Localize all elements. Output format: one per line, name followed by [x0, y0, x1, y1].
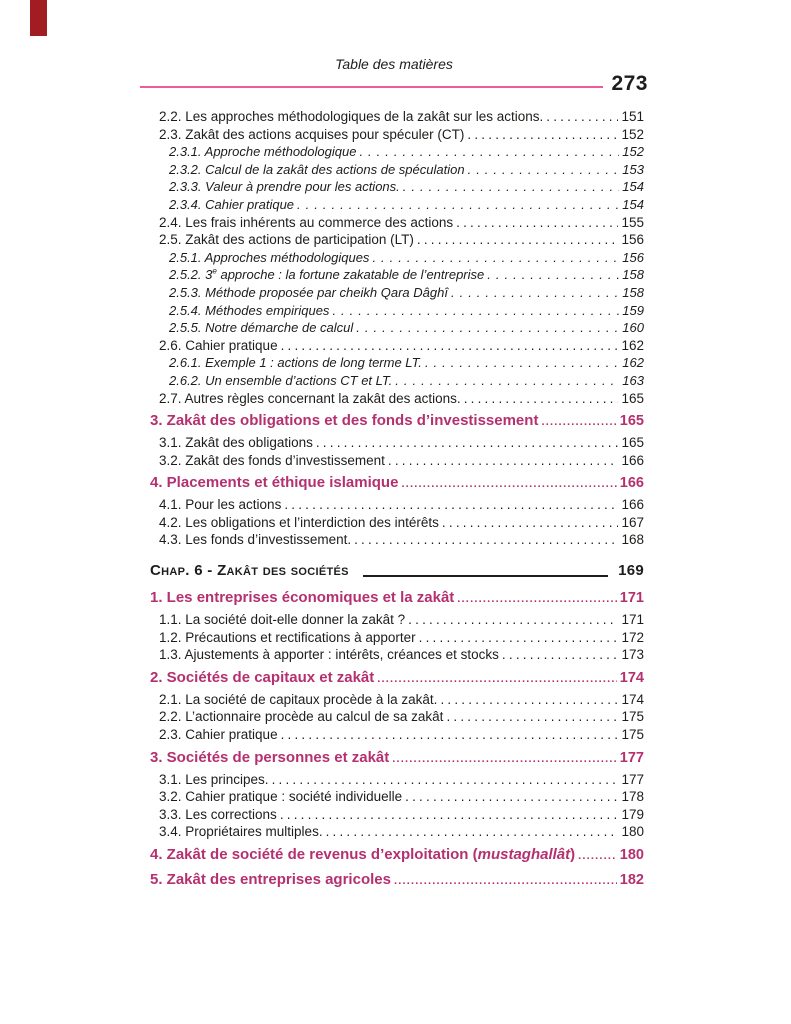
toc-entry-label: 1. Les entreprises économiques et la zakât: [150, 589, 455, 607]
toc-entry: [150, 496, 644, 514]
toc-entry-page: 162: [621, 337, 644, 353]
toc-entry: [150, 214, 644, 232]
toc-entry-label: 3.3. Les corrections: [159, 806, 277, 822]
toc-entry: [150, 629, 644, 647]
dot-leader: [467, 126, 618, 144]
toc-entry-page: 165: [619, 413, 644, 430]
toc-entry-page: 177: [619, 749, 644, 766]
dot-leader: [372, 249, 619, 267]
header-rule-row: [140, 73, 648, 94]
dot-leader: [403, 178, 620, 196]
toc-entry-label: 2.3. Cahier pratique: [159, 727, 278, 743]
toc-entry-page: 159: [622, 302, 644, 318]
toc-entry-page: 154: [622, 179, 644, 195]
dot-leader: [394, 870, 617, 891]
toc-entry-page: 179: [621, 806, 644, 822]
toc-entry-page: 175: [621, 727, 644, 743]
toc-entry-label: 3.1. Les principes.: [159, 771, 269, 787]
dot-leader: [363, 575, 608, 577]
toc-entry-page: 180: [621, 824, 644, 840]
toc-entry: [150, 845, 644, 866]
toc-entry: [150, 302, 644, 320]
toc-entry-page: 152: [621, 126, 644, 142]
table-of-contents: [150, 108, 644, 893]
toc-entry-label: 1.2. Précautions et rectifications à apporter: [159, 629, 416, 645]
dot-leader: [468, 161, 620, 179]
toc-entry-label: 4. Zakât de société de revenus d’exploitation (mustaghallât): [150, 846, 576, 863]
toc-entry-label: 2.3.1. Approche méthodologique: [169, 144, 357, 160]
dot-leader: [417, 231, 619, 249]
toc-entry-label: 4. Placements et éthique islamique: [150, 474, 399, 492]
toc-entry-page: 180: [619, 847, 644, 863]
toc-entry: [150, 452, 644, 470]
toc-entry-page: 171: [621, 612, 644, 628]
toc-entry: [150, 646, 644, 664]
toc-entry-page: 163: [622, 372, 644, 388]
toc-entry-page: 165: [621, 390, 644, 406]
toc-entry-label: 3.2. Cahier pratique : société individuelle: [159, 789, 403, 805]
toc-entry-label: 3. Sociétés de personnes et zakât: [150, 748, 390, 766]
toc-entry-label: 2.3. Zakât des actions acquises pour spéculer (CT): [159, 126, 465, 142]
dot-leader: [280, 806, 619, 824]
toc-entry: [150, 708, 644, 726]
dot-leader: [408, 611, 618, 629]
toc-entry-label: 2.5.3. Méthode proposée par cheikh Qara Dâghî: [169, 284, 448, 300]
toc-entry: [150, 668, 644, 689]
toc-entry-label: 3.1. Zakât des obligations: [159, 435, 313, 451]
toc-entry-label: Chap. 6 - Zakât des sociétés: [150, 562, 349, 580]
toc-entry: [150, 284, 644, 302]
toc-entry-label: 3.2. Zakât des fonds d’investissement: [159, 452, 385, 468]
dot-leader: [281, 337, 619, 355]
toc-entry-page: 167: [621, 514, 644, 530]
toc-entry: [150, 611, 644, 629]
dot-leader: [405, 788, 618, 806]
toc-entry-label: 2.6. Cahier pratique: [159, 337, 278, 353]
toc-entry-page: 165: [621, 435, 644, 451]
dot-leader: [281, 726, 619, 744]
toc-entry: [150, 531, 644, 549]
dot-leader: [356, 319, 619, 337]
toc-entry-page: 178: [621, 789, 644, 805]
dot-leader: [578, 845, 617, 866]
toc-entry-label: 2. Sociétés de capitaux et zakât: [150, 668, 375, 686]
toc-entry: [150, 748, 644, 769]
toc-entry-page: 166: [621, 497, 644, 513]
dot-leader: [316, 434, 619, 452]
toc-entry-label: 2.2. L’actionnaire procède au calcul de sa zakât: [159, 709, 444, 725]
toc-entry: [150, 161, 644, 179]
toc-entry: [150, 372, 644, 390]
dot-leader: [425, 354, 619, 372]
toc-entry: [150, 126, 644, 144]
toc-entry-label: 2.6.1. Exemple 1 : actions de long terme LT.: [169, 355, 422, 371]
toc-entry-page: 158: [622, 267, 644, 283]
toc-entry-label: 2.3.4. Cahier pratique: [169, 196, 295, 212]
toc-entry-label: 2.4. Les frais inhérents au commerce des actions: [159, 214, 454, 230]
dot-leader: [502, 646, 619, 664]
toc-entry-label: 2.2. Les approches méthodologiques de la zakât sur les actions.: [159, 109, 544, 124]
toc-entry-label: 4.1. Pour les actions: [159, 497, 282, 513]
toc-entry: [150, 266, 644, 284]
toc-entry: [150, 354, 644, 372]
toc-entry-label: 2.3.3. Valeur à prendre pour les actions.: [169, 179, 400, 195]
dot-leader: [456, 214, 618, 232]
dot-leader: [451, 284, 619, 302]
toc-entry-label: 2.6.2. Un ensemble d’actions CT et LT.: [169, 372, 393, 388]
toc-entry-page: 175: [621, 709, 644, 725]
toc-entry: [150, 196, 644, 214]
dot-leader: [487, 266, 619, 284]
toc-entry: [150, 473, 644, 494]
toc-entry: [150, 143, 644, 161]
bookmark-ribbon: [30, 0, 47, 36]
dot-leader: [457, 588, 617, 609]
toc-entry: [150, 514, 644, 532]
dot-leader: [359, 143, 619, 161]
toc-entry: [150, 588, 644, 609]
toc-entry: [150, 390, 644, 408]
dot-leader: [440, 691, 618, 709]
toc-entry-label: 1.3. Ajustements à apporter : intérêts, créances et stocks: [159, 647, 499, 663]
toc-entry: [150, 411, 644, 432]
toc-entry-page: 174: [621, 691, 644, 707]
toc-entry: [150, 561, 644, 581]
dot-leader: [395, 372, 619, 390]
toc-entry: [150, 771, 644, 789]
dot-leader: [419, 629, 619, 647]
toc-entry: [150, 870, 644, 891]
toc-entry-page: 151: [621, 109, 644, 124]
dot-leader: [546, 108, 618, 126]
toc-entry-page: 162: [622, 355, 644, 371]
toc-entry: [150, 806, 644, 824]
toc-entry-page: 152: [622, 144, 644, 160]
dot-leader: [272, 771, 619, 789]
page-number: 273: [611, 72, 648, 95]
toc-entry-label: 2.5. Zakât des actions de participation (LT): [159, 232, 414, 248]
toc-entry: [150, 691, 644, 709]
dot-leader: [541, 411, 616, 432]
page-header: [140, 56, 648, 94]
toc-entry-label: 2.5.1. Approches méthodologiques: [169, 249, 370, 265]
toc-entry-page: 153: [622, 161, 644, 177]
dot-leader: [332, 302, 619, 320]
header-rule: [140, 86, 603, 88]
toc-entry-page: 155: [621, 214, 644, 230]
toc-entry-page: 156: [621, 232, 644, 248]
toc-entry-label: 5. Zakât des entreprises agricoles: [150, 871, 391, 888]
dot-leader: [446, 708, 618, 726]
dot-leader: [354, 531, 618, 549]
toc-entry-page: 166: [619, 475, 644, 492]
dot-leader: [326, 823, 619, 841]
toc-entry-page: 173: [621, 647, 644, 663]
toc-entry-label: 2.3.2. Calcul de la zakât des actions de spéculation: [169, 161, 465, 177]
toc-entry-label: 4.3. Les fonds d’investissement.: [159, 532, 352, 548]
toc-entry: [150, 726, 644, 744]
dot-leader: [377, 668, 617, 689]
toc-entry-page: 158: [622, 284, 644, 300]
running-header-title: Table des matières: [335, 56, 453, 72]
toc-entry-page: 182: [619, 872, 644, 888]
dot-leader: [284, 496, 618, 514]
toc-entry: [150, 319, 644, 337]
toc-entry: [150, 823, 644, 841]
dot-leader: [464, 390, 619, 408]
toc-entry: [150, 434, 644, 452]
toc-entry: [150, 337, 644, 355]
toc-entry-page: 156: [622, 249, 644, 265]
toc-entry-page: 174: [619, 669, 644, 686]
toc-entry: [150, 231, 644, 249]
toc-entry-label: 2.5.4. Méthodes empiriques: [169, 302, 330, 318]
toc-entry-page: 154: [622, 196, 644, 212]
toc-entry: [150, 178, 644, 196]
toc-entry-label: 2.7. Autres règles concernant la zakât des actions.: [159, 390, 461, 406]
toc-entry-label: 3.4. Propriétaires multiples.: [159, 824, 323, 840]
toc-entry-label: 2.1. La société de capitaux procède à la zakât.: [159, 691, 438, 707]
toc-entry-page: 172: [621, 629, 644, 645]
dot-leader: [392, 748, 617, 769]
toc-entry-page: 168: [621, 532, 644, 548]
dot-leader: [442, 514, 619, 532]
toc-entry-label: 2.5.2. 3e approche : la fortune zakatable de l’entreprise: [169, 267, 485, 283]
toc-entry-page: 166: [621, 452, 644, 468]
toc-entry-page: 171: [619, 590, 644, 607]
toc-entry-label: 4.2. Les obligations et l’interdiction des intérêts: [159, 514, 439, 530]
dot-leader: [297, 196, 619, 214]
toc-entry-label: 2.5.5. Notre démarche de calcul: [169, 320, 354, 336]
toc-entry-label: 1.1. La société doit-elle donner la zakât ?: [159, 612, 406, 628]
toc-entry-page: 177: [621, 771, 644, 787]
toc-entry-page: 169: [618, 562, 644, 580]
toc-entry: [150, 108, 644, 126]
dot-leader: [388, 452, 619, 470]
toc-entry-label: 3. Zakât des obligations et des fonds d’investissement: [150, 412, 539, 430]
toc-entry: [150, 249, 644, 267]
dot-leader: [401, 473, 616, 494]
toc-entry: [150, 788, 644, 806]
toc-entry-page: 160: [622, 320, 644, 336]
